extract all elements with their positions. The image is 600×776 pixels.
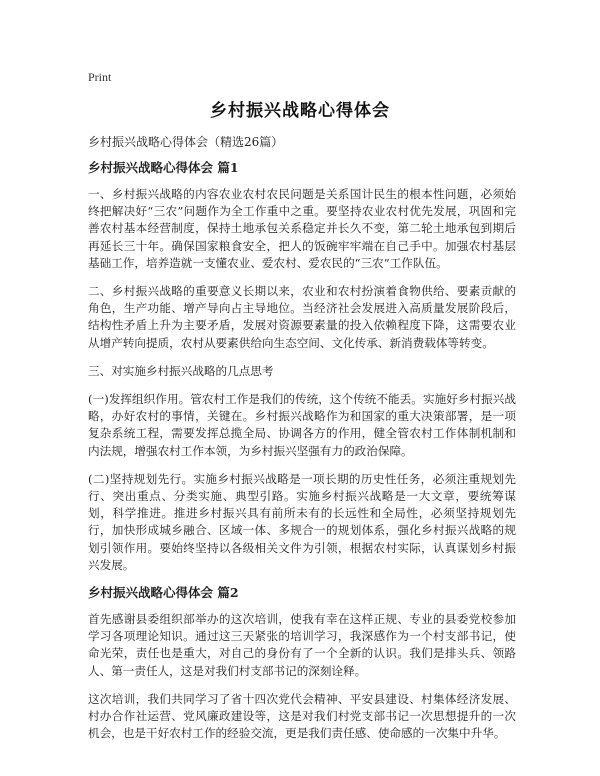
document-subtitle: 乡村振兴战略心得体会（精选26篇） [88, 135, 284, 149]
paragraph: 这次培训，我们共同学习了省十四次党代会精神、平安县建设、村集体经济发展、村办合作社运营、党风廉政建设等，这是对我们村党支部书记一次思想提升的一次机会，也是干好农村工作的经验交流，更是我们责任感、使命感的一次集中升华。 [88, 691, 516, 741]
section-heading: 乡村振兴战略心得体会 篇2 [88, 585, 239, 601]
document-body [88, 134, 516, 753]
section-heading: 乡村振兴战略心得体会 篇1 [88, 160, 239, 175]
paragraph: (二)坚持规划先行。实施乡村振兴战略是一项长期的历史性任务，必须注重规划先行、突出重点、分类实施、典型引路。实施乡村振兴战略是一大文章，要统筹谋划，科学推进。推进乡村振兴具有前所未有的长远性和全局性，必须坚持规划先行，加快形成城乡融合、区域一体、多规合一的规划体系，强化乡村振兴战略的规划引领作用。要始终坚持以各级相关文件为引领，根据农村实际，认真谋划乡村振兴发展。 [88, 471, 516, 572]
section-1 [88, 160, 516, 574]
paragraph: 二、乡村振兴战略的重要意义长期以来，农业和农村扮演着食物供给、要素贡献的角色，生产功能、增产导向占主导地位。当经济社会发展进入高质量发展阶段后，结构性矛盾上升为主要矛盾，发展对资源要素量的投入依赖程度下降，这需要农业从增产转向提质，农村从要素供给向生态空间、文化传承、新消费载体等转变。 [88, 284, 516, 350]
print-link[interactable]: Print [88, 70, 112, 84]
paragraph: 一、乡村振兴战略的内容农业农村农民问题是关系国计民生的根本性问题，必须始终把解决好“三农”问题作为全工作重中之重。要坚持农业农村优先发展，巩固和完善农村基本经营制度，保持土地承包关系稳定并长久不变，第二轮土地承包到期后再延长三十年。确保国家粮食安全，把人的饭碗牢牢端在自己手中。加强农村基层基础工作，培养造就一支懂农业、爱农村、爱农民的“三农”工作队伍。 [88, 187, 516, 270]
paragraph: 首先感谢县委组织部举办的这次培训，使我有幸在这样正规、专业的县委党校参加学习各项理论知识。通过这三天紧张的培训学习，我深感作为一个村支部书记，使命光荣，责任也是重大，对自己的身份有了一个全新的认识。我们是排头兵、领路人、第一责任人，这是对我们村支部书记的深刻诠释。 [88, 612, 516, 678]
paragraph: (一)发挥组织作用。管农村工作是我们的传统，这个传统不能丢。实施好乡村振兴战略，办好农村的事情，关键在。乡村振兴战略作为和国家的重大决策部署，是一项复杂系统工程，需要发挥总揽全局、协调各方的作用，健全管农村工作体制机制和内法规，增强农村工作本领，为乡村振兴坚强有力的政治保障。 [88, 392, 516, 458]
section-2 [88, 585, 516, 742]
paragraph: 三、对实施乡村振兴战略的几点思考 [88, 363, 274, 378]
page-title: 乡村振兴战略心得体会 [210, 101, 390, 121]
